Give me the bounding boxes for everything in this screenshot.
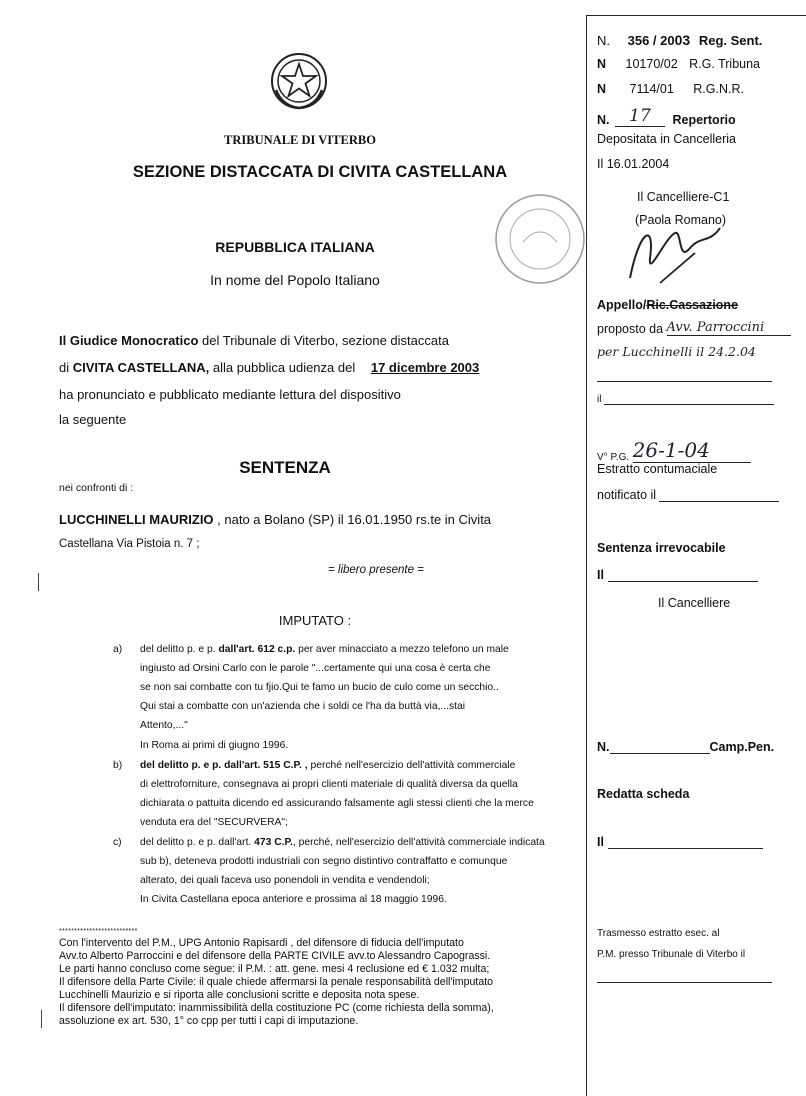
appello-label: Appello/Ric.Cassazione xyxy=(597,298,739,312)
hearing-date: 17 dicembre 2003 xyxy=(370,360,480,375)
deposit-label: Depositata in Cancelleria xyxy=(597,132,736,146)
signature xyxy=(620,218,730,288)
notificato-row: notificato il xyxy=(597,488,779,502)
footer-line-1: Con l'intervento del P.M., UPG Antonio Rapisardi , del difensore di fiducia dell'imputato xyxy=(59,937,464,949)
trasmesso-line-2: P.M. presso Tribunale di Viterbo il xyxy=(597,949,746,960)
footer-line-2: Avv.to Alberto Parroccini e del difensore della PARTE CIVILE avv.to Alessandro Capograssi. xyxy=(59,950,491,962)
court-stamp xyxy=(493,192,588,287)
intro-line-4: la seguente xyxy=(59,412,127,427)
defendant-line-1: LUCCHINELLI MAURIZIO , nato a Bolano (SP) il 16.01.1950 rs.te in Civita xyxy=(59,512,492,527)
defendant-status: = libero presente = xyxy=(328,564,424,576)
irrevocabile-label: Sentenza irrevocabile xyxy=(597,541,726,555)
imputato-title: IMPUTATO : xyxy=(278,613,352,628)
estratto-label: Estratto contumaciale xyxy=(597,462,718,476)
footer-line-5: Lucchinelli Maurizio e si riporta alle conclusioni scritte e deposita nota spese. xyxy=(59,989,420,1001)
redatta-il-row: Il xyxy=(597,835,763,849)
proposto-handwriting: per Lucchinelli il 24.2.04 xyxy=(597,344,756,359)
margin-mark xyxy=(38,573,39,591)
footer-stars: ************************** xyxy=(59,928,138,935)
sentenza-title: SENTENZA xyxy=(239,458,331,477)
rg-tribunale-row: N 10170/02 R.G. Tribuna xyxy=(597,57,761,71)
footer-line-6: Il difensore dell'imputato: inammissibilità della costituzione PC (come richiesta della somma), xyxy=(59,1002,494,1014)
in-name-line: In nome del Popolo Italiano xyxy=(210,272,380,288)
reg-sent-row: N. 356 / 2003 Reg. Sent. xyxy=(597,32,763,48)
intro-line-1: Il Giudice Monocratico del Tribunale di Viterbo, sezione distaccata xyxy=(59,333,449,348)
republic-emblem xyxy=(268,50,330,112)
footer-line-7: assoluzione ex art. 530, 1° co cpp per tutti i capi di imputazione. xyxy=(59,1015,359,1027)
vpg-row: V° P.G. 26-1-04 xyxy=(597,438,751,463)
deposit-date: Il 16.01.2004 xyxy=(597,157,670,171)
proposto-row: proposto da Avv. Parroccini xyxy=(597,320,791,336)
camp-pen-row: N. Camp.Pen. xyxy=(597,740,775,754)
footer-line-3: Le parti hanno concluso come segue: il P.M. : att. gene. mesi 4 reclusione ed € 1.032 multa; xyxy=(59,963,490,975)
cancelliere-name: (Paola Romano) xyxy=(635,213,727,227)
il-cancelliere-label: Il Cancelliere xyxy=(658,596,731,610)
repertorio-row: N. 17 Repertorio xyxy=(597,106,736,127)
repertorio-number: 17 xyxy=(615,106,665,127)
section-title: SEZIONE DISTACCATA DI CIVITA CASTELLANA xyxy=(132,163,508,181)
rgnr-row: N 7114/01 R.G.N.R. xyxy=(597,82,744,96)
trasmesso-line xyxy=(597,982,772,983)
il-row: il xyxy=(597,394,774,405)
cancelliere-label: Il Cancelliere-C1 xyxy=(637,190,730,204)
intro-line-3: ha pronunciato e pubblicato mediante lettura del dispositivo xyxy=(59,387,401,402)
intro-line-2: di CIVITA CASTELLANA, alla pubblica udienza del 17 dicembre 2003 xyxy=(59,360,480,375)
court-name: TRIBUNALE DI VITERBO xyxy=(224,133,376,147)
footer-line-4: Il difensore della Parte Civile: il quale chiede affermarsi la penale responsabilità dell'imputato xyxy=(59,976,494,988)
nei-confronti: nei confronti di : xyxy=(59,482,134,494)
defendant-line-2: Castellana Via Pistoia n. 7 ; xyxy=(59,538,200,550)
trasmesso-line-1: Trasmesso estratto esec. al xyxy=(597,928,720,939)
redatta-label: Redatta scheda xyxy=(597,787,690,801)
republic-heading: REPUBBLICA ITALIANA xyxy=(215,239,375,255)
irrevocabile-il-row: Il xyxy=(597,568,758,582)
blank-line xyxy=(597,381,772,382)
margin-mark xyxy=(41,1010,42,1028)
